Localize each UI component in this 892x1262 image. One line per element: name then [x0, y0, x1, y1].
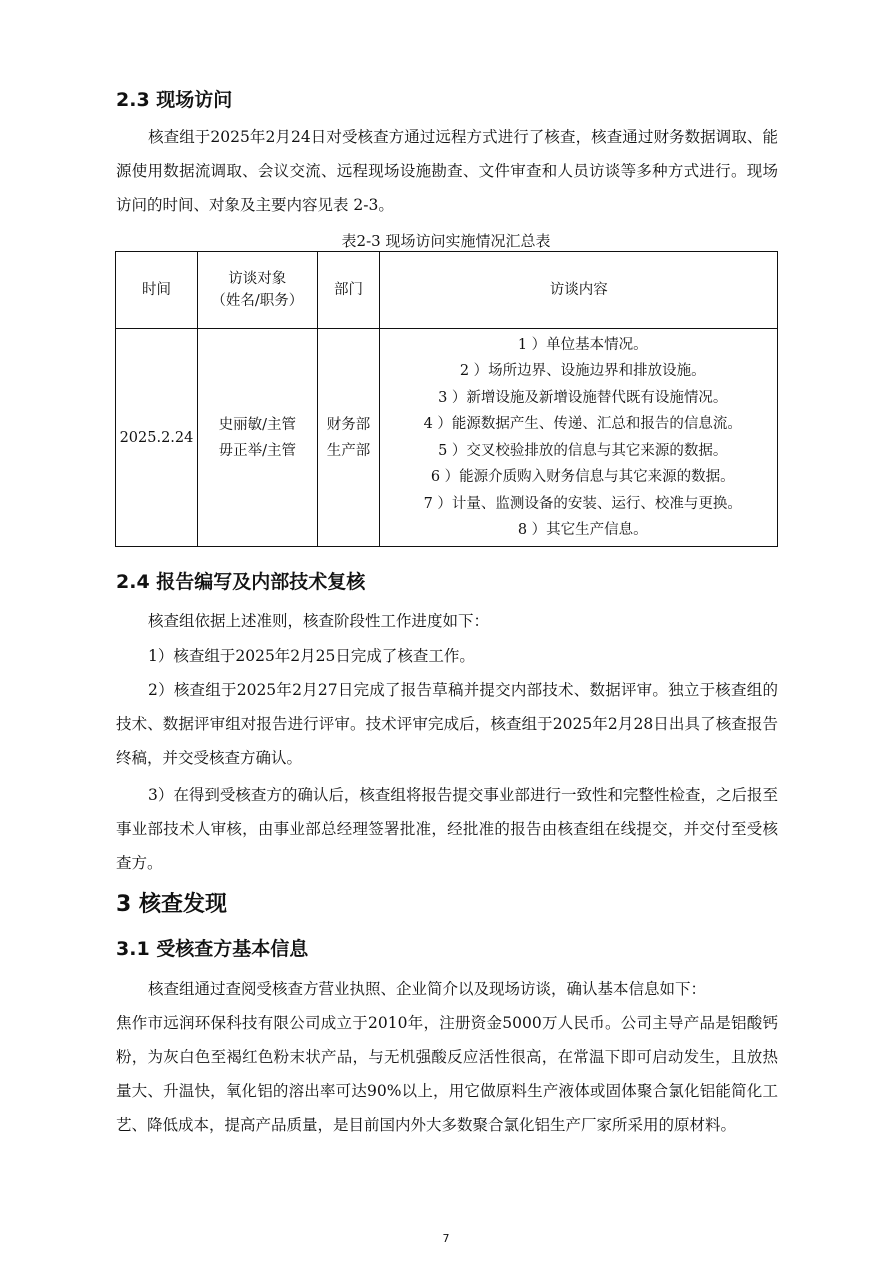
paragraph-step-1 [116, 639, 778, 673]
paragraph-step-3 [116, 778, 778, 880]
header-department: 部门 [317, 252, 380, 329]
content-item: 7 ）计量、监测设备的安装、运行、校准与更换。 [423, 495, 742, 512]
section-heading-2-3: 2.3 现场访问 [116, 89, 233, 111]
interviewee: 毋正举/主管 [218, 442, 296, 459]
content-item: 3 ）新增设施及新增设施替代既有设施情况。 [438, 389, 728, 406]
paragraph-progress-intro [116, 604, 778, 638]
header-interviewee [197, 252, 317, 329]
paragraph-text: 1）核查组于2025年2月25日完成了核查工作。 [148, 647, 475, 665]
section-heading-2-4: 2.4 报告编写及内部技术复核 [116, 571, 366, 593]
paragraph-site-visit [116, 120, 778, 222]
paragraph-step-2 [116, 673, 778, 775]
paragraph-text: 3）在得到受核查方的确认后，核查组将报告提交事业部进行一致性和完整性检查，之后报至事业部技术人审核，由事业部总经理签署批准，经批准的报告由核查组在线提交，并交付至受核查方。 [116, 786, 778, 872]
header-time: 时间 [116, 252, 198, 329]
content-item: 6 ）能源介质购入财务信息与其它来源的数据。 [430, 469, 735, 485]
content-item: 2 ）场所边界、设施边界和排放设施。 [459, 363, 706, 379]
cell-departments [317, 329, 380, 547]
table-row [116, 329, 778, 547]
content-item: 1 ）单位基本情况。 [517, 336, 648, 353]
page-number: 7 [442, 1232, 450, 1245]
content-item: 8 ）其它生产信息。 [517, 522, 648, 538]
paragraph-text: 2）核查组于2025年2月27日完成了报告草稿并提交内部技术、数据评审。独立于核查组的技术、数据评审组对报告进行评审。技术评审完成后，核查组于2025年2月28日出具了核查报告终稿，并交受核查方确认。 [116, 681, 778, 767]
cell-interview-content [380, 329, 778, 547]
table-caption: 表2-3 现场访问实施情况汇总表 [341, 232, 551, 250]
site-visit-table [115, 251, 778, 547]
cell-interviewees [197, 329, 317, 547]
paragraph-company-profile: 焦作市远润环保科技有限公司成立于2010年，注册资金5000万人民币。公司主导产品是铝酸钙粉，为灰白色至褐红色粉末状产品，与无机强酸反应活性很高，在常温下即可启动发生，且放热量大、升温快，氧化铝的溶出率可达90%以上，用它做原料生产液体或固体聚合氯化铝能简化工艺、降低成本，提高产品质量，是目前国内外大多数聚合氯化铝生产厂家所采用的原材料。 [116, 1014, 778, 1134]
section-heading-3: 3 核查发现 [116, 892, 227, 917]
header-interviewee-line2: （姓名/职务） [211, 293, 304, 309]
section-heading-3-1: 3.1 受核查方基本信息 [116, 938, 309, 960]
paragraph-text: 核查组通过查阅受核查方营业执照、企业简介以及现场访谈，确认基本信息如下： [148, 980, 707, 998]
interviewee: 史丽敏/主管 [218, 416, 296, 433]
header-interviewee-line1: 访谈对象 [228, 271, 287, 287]
content-item: 4 ）能源数据产生、传递、汇总和报告的信息流。 [423, 416, 742, 432]
content-item: 5 ）交叉校验排放的信息与其它来源的数据。 [438, 442, 728, 459]
department: 生产部 [326, 442, 371, 459]
table-header-row [116, 252, 778, 329]
paragraph-basic-info-intro [116, 972, 778, 1006]
header-content: 访谈内容 [380, 252, 778, 329]
department: 财务部 [326, 416, 371, 433]
paragraph-text: 核查组于2025年2月24日对受核查方通过远程方式进行了核查，核查通过财务数据调取、能源使用数据流调取、会议交流、远程现场设施勘查、文件审查和人员访谈等多种方式进行。现场访问的时间、对象及主要内容见表 2-3。 [116, 128, 778, 214]
paragraph-text: 核查组依据上述准则，核查阶段性工作进度如下： [148, 612, 490, 630]
cell-time: 2025.2.24 [116, 329, 198, 547]
